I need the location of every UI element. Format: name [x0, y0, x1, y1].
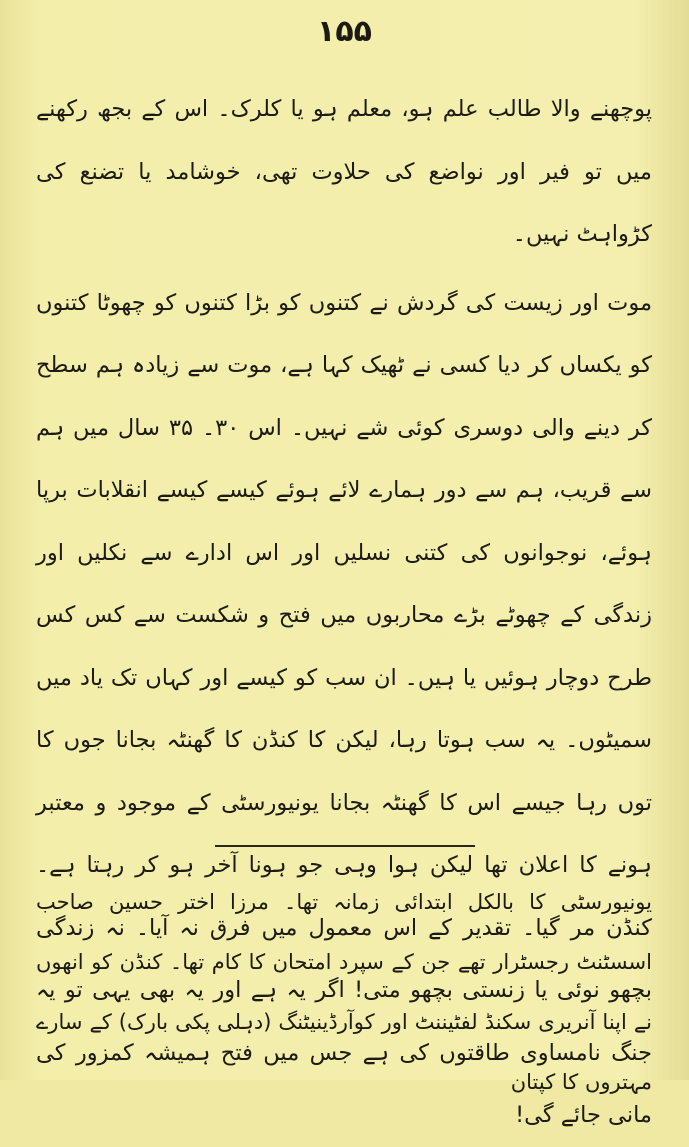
paragraph-1: پوچھنے والا طالب علم ہو، معلم ہو یا کلرک۔ اس کے بجھ رکھنے میں تو فیر اور نواضع کی حلاوت تھی، خوشامد یا تضنع کی کڑواہٹ نہیں۔: [36, 96, 652, 247]
footnote: [36, 872, 652, 1112]
footnote-text: یونیورسٹی کا بالکل ابتدائی زمانہ تھا۔ مرزا اختر حسین صاحب اسسٹنٹ رجسٹرار تھے جن کے سپرد امتحان کا کام تھا۔ کنڈن کو انھوں نے اپنا آنریری سکنڈ لفٹیننٹ اور کوآرڈینیٹنگ (دہلی پکی بارک) کے سارے مہتروں کا کپتان: [36, 890, 652, 1094]
paragraph-2: موت اور زیست کی گردش نے کتنوں کو بڑا کتنوں کو چھوٹا کتنوں کو یکساں کر دیا کسی نے ٹھیک کہا ہے، موت سے زیادہ ہم سطح کر دینے والی دوسری کوئی شے نہیں۔ اس ۳۰۔ ۳۵ سال میں ہم سے قریب، ہم سے دور ہمارے لائے ہوئے کیسے کیسے انقلابات برپا ہوئے، نوجوانوں کی کتنی نسلیں اور اس ادارے سے نکلیں اور زندگی کے چھوٹے بڑے محاربوں میں فتح و شکست سے کس کس طرح دوچار ہوئیں یا ہیں۔ ان سب کو کیسے اور کہاں تک یاد میں سمیٹوں۔ یہ سب ہوتا رہا، لیکن کا کنڈن کا گھنٹہ بجانا جوں کا توں رہا جیسے اس کا گھنٹہ بجانا یونیورسٹی کے موجود و معتبر ہونے کا اعلان تھا لیکن ہوا وہی جو ہونا آخر ہو کر رہتا ہے۔ کنڈن مر گیا۔ تقدیر کے اس معمول میں فرق نہ آیا۔ نہ زندگی بچھو نوئی یا زنستی بچھو متی! اگر یہ ہے اور یہ بھی یہی تو یہ جنگ نامساوی طاقتوں کی ہے جس میں فتح ہمیشہ کمزور کی مانی جائے گی!: [36, 289, 652, 1128]
page-number: ۱۵۵: [317, 14, 372, 49]
footnote-divider: [215, 845, 475, 847]
